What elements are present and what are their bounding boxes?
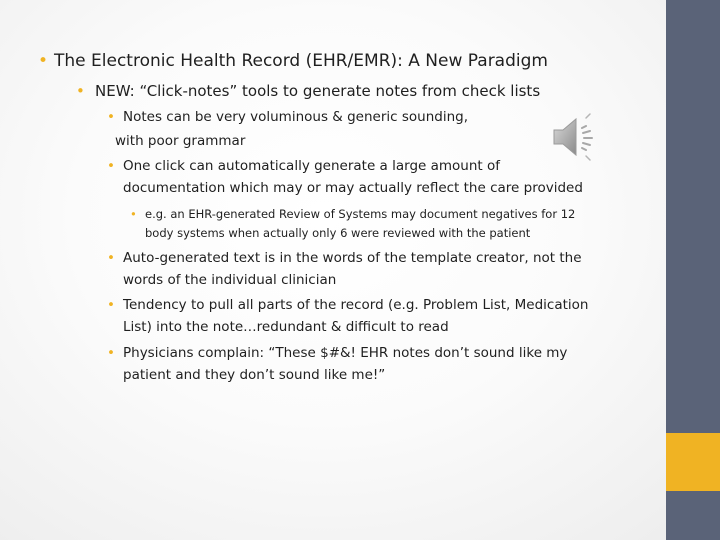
point-line: words of the individual clinician <box>123 272 337 288</box>
bullet-dot: • <box>107 345 115 361</box>
bullet-dot: • <box>38 51 49 71</box>
point-line: with poor grammar <box>115 133 246 149</box>
point-line: patient and they don’t sound like me!” <box>123 367 386 383</box>
point-line: Physicians complain: “These $#&! EHR notes don’t sound like my <box>123 345 568 361</box>
point-line: One click can automatically generate a large amount of <box>123 158 501 174</box>
point-line: List) into the note…redundant & difficult to read <box>123 319 449 335</box>
bullet-dot: • <box>107 158 115 174</box>
point-line: Auto-generated text is in the words of the template creator, not the <box>123 250 582 266</box>
bullet-dot: • <box>107 297 115 313</box>
slide-heading: The Electronic Health Record (EHR/EMR): A New Paradigm <box>54 51 548 71</box>
point-line: e.g. an EHR-generated Review of Systems may document negatives for 12 <box>145 207 576 221</box>
bullet-dot: • <box>130 207 137 221</box>
sidebar-accent-block <box>666 433 720 491</box>
bullet-dot: • <box>76 82 85 100</box>
point-line: Tendency to pull all parts of the record (e.g. Problem List, Medication <box>123 297 589 313</box>
point-line: documentation which may or may actually reflect the care provided <box>123 180 583 196</box>
point-line: Notes can be very voluminous & generic sounding, <box>123 109 468 125</box>
speaker-icon[interactable] <box>550 112 602 162</box>
bullet-dot: • <box>107 109 115 125</box>
bullet-dot: • <box>107 250 115 266</box>
sub-heading: NEW: “Click-notes” tools to generate notes from check lists <box>95 82 541 100</box>
point-line: body systems when actually only 6 were reviewed with the patient <box>145 226 531 240</box>
